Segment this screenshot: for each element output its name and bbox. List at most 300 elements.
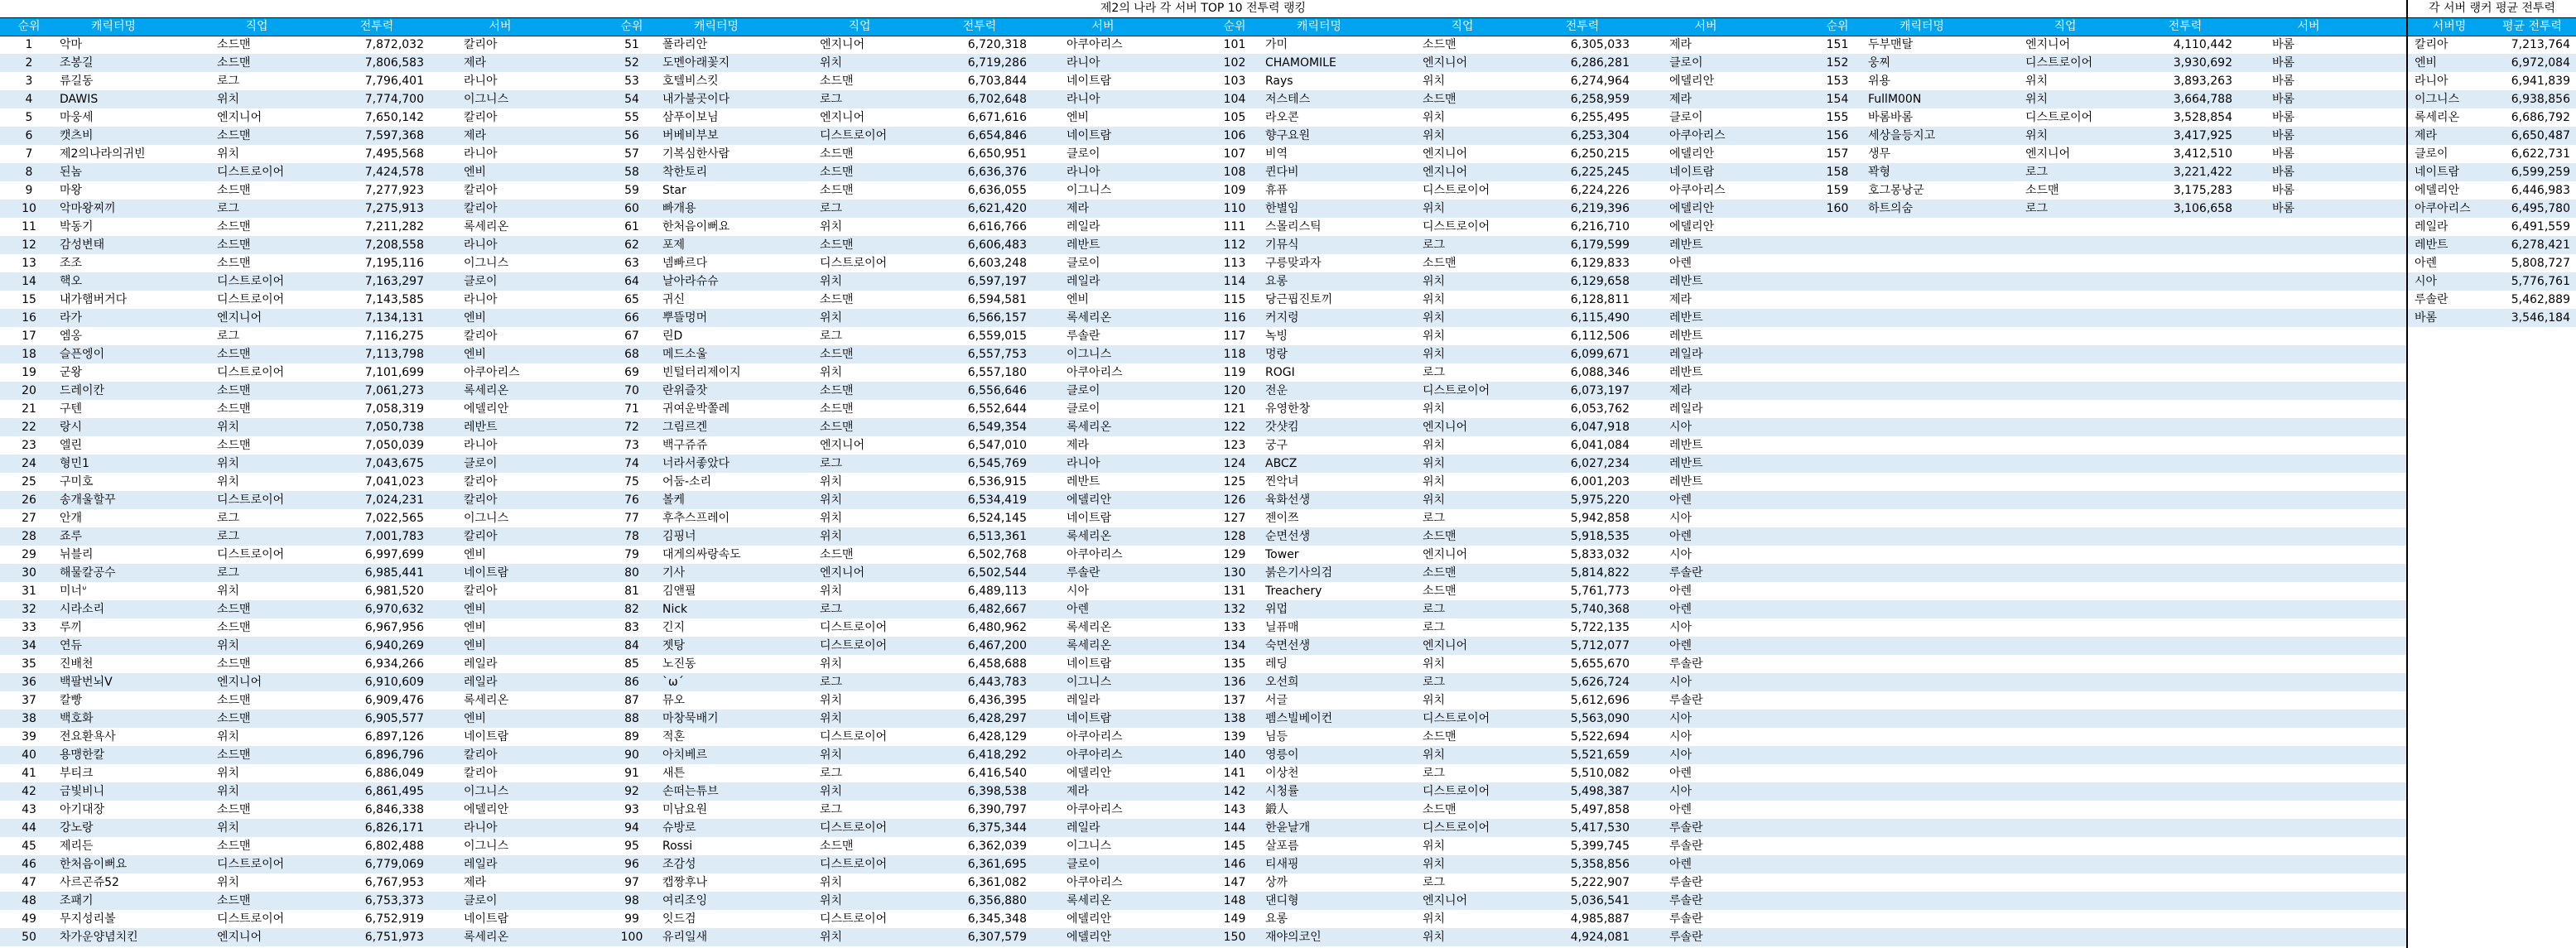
server-cell: 에델리안 (1669, 147, 1715, 161)
name-cell: 노진동 (662, 657, 696, 671)
name-cell: 안개 (60, 512, 83, 525)
server-cell: 레일라 (464, 676, 498, 689)
rank-cell: 58 (624, 166, 639, 179)
name-cell: 백구쥬쥬 (662, 439, 708, 452)
job-cell: 로그 (820, 330, 843, 343)
rank-cell: 102 (1223, 56, 1246, 70)
name-cell: 뮤오 (662, 694, 686, 707)
server-cell: 시아 (1669, 748, 1692, 762)
name-cell: `ω´ (662, 676, 684, 689)
job-cell: 위치 (820, 275, 843, 288)
job-cell: 위치 (1423, 475, 1446, 488)
rank-cell: 13 (22, 257, 36, 270)
name-cell: 대게의싸랑속도 (662, 548, 741, 561)
job-cell: 소드맨 (217, 894, 251, 907)
header-rank: 순위 (620, 20, 643, 33)
rank-cell: 55 (624, 111, 639, 124)
server-cell: 라니아 (1067, 166, 1100, 179)
summary-empty-row (2408, 400, 2576, 418)
power-cell: 7,872,032 (364, 38, 424, 51)
job-cell: 엔지니어 (217, 676, 262, 689)
name-cell: 내가불곳이다 (662, 93, 730, 106)
job-cell: 로그 (1423, 767, 1446, 780)
server-cell: 바롬 (2272, 93, 2295, 106)
power-cell: 6,115,490 (1570, 311, 1630, 325)
power-cell: 6,650,951 (967, 147, 1027, 161)
name-cell: 구미호 (60, 475, 94, 488)
power-cell: 7,495,568 (364, 147, 424, 161)
name-cell: 아치베르 (662, 748, 708, 762)
job-cell: 엔지니어 (820, 38, 865, 51)
name-cell: 칼빵 (60, 694, 83, 707)
server-cell: 시아 (1669, 712, 1692, 725)
name-cell: 린D (662, 330, 683, 343)
server-cell: 시아 (1669, 512, 1692, 525)
job-cell: 로그 (2025, 202, 2049, 215)
summary-empty-row (2408, 527, 2576, 546)
rank-cell: 99 (624, 912, 639, 926)
power-cell: 6,846,338 (364, 803, 424, 816)
rank-cell: 73 (624, 439, 639, 452)
job-cell: 소드맨 (217, 38, 251, 51)
rank-cell: 147 (1223, 876, 1246, 889)
rank-cell: 8 (25, 166, 33, 179)
rank-cell: 78 (624, 530, 639, 543)
rank-cell: 49 (22, 912, 36, 926)
name-cell: 연듀 (60, 639, 83, 652)
server-cell: 엔비 (464, 603, 487, 616)
server-cell: 엔비 (464, 548, 487, 561)
summary-empty-row (2408, 855, 2576, 873)
summary-avg-cell: 6,491,559 (2511, 220, 2570, 233)
job-cell: 위치 (820, 493, 843, 507)
power-cell: 7,061,273 (364, 384, 424, 397)
summary-row (2408, 236, 2576, 254)
power-cell: 7,277,923 (364, 184, 424, 197)
summary-server-cell: 레반트 (2415, 238, 2448, 252)
rank-cell: 47 (22, 876, 36, 889)
server-cell: 아렌 (1669, 803, 1692, 816)
server-cell: 아렌 (1669, 585, 1692, 598)
summary-row (2408, 181, 2576, 200)
name-cell: 버베비부보 (662, 129, 719, 142)
rank-cell: 91 (624, 767, 639, 780)
power-cell: 6,362,039 (967, 840, 1027, 853)
power-cell: 5,722,135 (1570, 621, 1630, 634)
job-cell: 소드맨 (217, 621, 251, 634)
server-cell: 라니아 (1067, 56, 1100, 70)
power-cell: 6,702,648 (967, 93, 1027, 106)
job-cell: 로그 (1423, 876, 1446, 889)
server-cell: 이그니스 (1067, 184, 1112, 197)
server-cell: 이그니스 (464, 785, 509, 798)
server-cell: 네이트람 (1067, 75, 1112, 88)
name-cell: 진배천 (60, 657, 94, 671)
rank-cell: 86 (624, 676, 639, 689)
job-cell: 디스트로이어 (820, 129, 888, 142)
server-cell: 레반트 (1067, 238, 1100, 252)
power-cell: 6,458,688 (967, 657, 1027, 671)
rank-cell: 159 (1826, 184, 1849, 197)
server-cell: 아렌 (1669, 530, 1692, 543)
rank-cell: 131 (1223, 585, 1246, 598)
table-row (0, 382, 2406, 400)
name-cell: 넴빠르다 (662, 257, 708, 270)
summary-empty-row (2408, 546, 2576, 564)
power-cell: 7,208,558 (364, 238, 424, 252)
server-cell: 시아 (1669, 730, 1692, 743)
server-cell: 록세리온 (464, 931, 509, 944)
summary-avg-cell: 6,941,839 (2511, 75, 2570, 88)
table-row (0, 746, 2406, 764)
server-cell: 네이트람 (464, 566, 509, 580)
job-cell: 로그 (1423, 512, 1446, 525)
power-cell: 5,761,773 (1570, 585, 1630, 598)
server-cell: 네이트람 (464, 730, 509, 743)
job-cell: 로그 (820, 803, 843, 816)
server-cell: 칼리아 (464, 475, 498, 488)
name-cell: 포제 (662, 238, 686, 252)
job-cell: 위치 (1423, 402, 1446, 416)
rank-cell: 105 (1223, 111, 1246, 124)
power-cell: 3,893,263 (2173, 75, 2232, 88)
power-cell: 6,436,395 (967, 694, 1027, 707)
server-cell: 루솔란 (1669, 894, 1703, 907)
server-cell: 클로이 (1669, 56, 1703, 70)
rank-cell: 74 (624, 457, 639, 470)
summary-empty-row (2408, 819, 2576, 837)
header-job: 직업 (2054, 20, 2077, 33)
table-row (0, 473, 2406, 491)
server-cell: 칼리아 (464, 585, 498, 598)
server-cell: 칼리아 (464, 330, 498, 343)
job-cell: 위치 (820, 785, 843, 798)
rank-cell: 33 (22, 621, 36, 634)
server-cell: 레반트 (1669, 475, 1703, 488)
name-cell: 한윤날개 (1265, 821, 1311, 835)
server-cell: 레반트 (464, 421, 498, 434)
power-cell: 7,806,583 (364, 56, 424, 70)
rank-cell: 92 (624, 785, 639, 798)
job-cell: 엔지니어 (1423, 639, 1468, 652)
server-cell: 루솔란 (1669, 876, 1703, 889)
rank-cell: 45 (22, 840, 36, 853)
power-cell: 6,896,796 (364, 748, 424, 762)
server-cell: 엔비 (1067, 111, 1090, 124)
rank-cell: 70 (624, 384, 639, 397)
header-rank: 순위 (17, 20, 41, 33)
name-cell: 서글 (1265, 694, 1288, 707)
name-cell: 제리든 (60, 840, 94, 853)
job-cell: 위치 (1423, 111, 1446, 124)
server-cell: 바롬 (2272, 56, 2295, 70)
table-row (0, 90, 2406, 108)
table-row (0, 673, 2406, 691)
rank-cell: 23 (22, 439, 36, 452)
name-cell: 폴라리안 (662, 38, 708, 51)
power-cell: 6,390,797 (967, 803, 1027, 816)
power-cell: 7,211,282 (364, 220, 424, 233)
summary-server-cell: 에델리안 (2415, 184, 2460, 197)
table-row (0, 127, 2406, 145)
power-cell: 6,997,699 (364, 548, 424, 561)
server-cell: 이그니스 (1067, 348, 1112, 361)
server-cell: 이그니스 (464, 512, 509, 525)
summary-row (2408, 309, 2576, 327)
summary-empty-row (2408, 327, 2576, 345)
rank-cell: 21 (22, 402, 36, 416)
power-cell: 7,001,783 (364, 530, 424, 543)
power-cell: 7,163,297 (364, 275, 424, 288)
rank-cell: 94 (624, 821, 639, 835)
job-cell: 위치 (1423, 912, 1446, 926)
server-cell: 엔비 (464, 712, 487, 725)
power-cell: 4,110,442 (2173, 38, 2232, 51)
job-cell: 소드맨 (1423, 730, 1457, 743)
header-server: 서버 (2297, 20, 2320, 33)
server-cell: 록세리온 (1067, 639, 1112, 652)
summary-avg-cell: 5,776,761 (2511, 275, 2570, 288)
name-cell: 이상천 (1265, 767, 1299, 780)
job-cell: 소드맨 (820, 166, 854, 179)
server-cell: 아렌 (1669, 257, 1692, 270)
name-cell: 송개울할꾸 (60, 493, 116, 507)
power-cell: 3,175,283 (2173, 184, 2232, 197)
power-cell: 6,112,506 (1570, 330, 1630, 343)
server-cell: 레일라 (1669, 402, 1703, 416)
power-cell: 5,498,387 (1570, 785, 1630, 798)
power-cell: 6,361,695 (967, 858, 1027, 871)
rank-cell: 51 (624, 38, 639, 51)
rank-cell: 151 (1826, 38, 1849, 51)
rank-cell: 89 (624, 730, 639, 743)
job-cell: 디스트로이어 (2025, 56, 2093, 70)
server-cell: 제라 (464, 56, 487, 70)
rank-cell: 157 (1826, 147, 1849, 161)
job-cell: 소드맨 (217, 348, 251, 361)
server-cell: 레반트 (1669, 457, 1703, 470)
power-cell: 6,418,292 (967, 748, 1027, 762)
power-cell: 5,497,858 (1570, 803, 1630, 816)
job-cell: 소드맨 (820, 840, 854, 853)
name-cell: 군왕 (60, 366, 83, 379)
job-cell: 디스트로이어 (217, 548, 285, 561)
power-cell: 6,557,753 (967, 348, 1027, 361)
power-cell: 5,563,090 (1570, 712, 1630, 725)
rank-cell: 95 (624, 840, 639, 853)
header-summary-server: 서버명 (2432, 20, 2467, 33)
server-cell: 아렌 (1067, 603, 1090, 616)
name-cell: 너라서좋았다 (662, 457, 730, 470)
rank-cell: 42 (22, 785, 36, 798)
server-average-table (2408, 36, 2576, 946)
name-cell: 어둠-소리 (662, 475, 712, 488)
rank-cell: 17 (22, 330, 36, 343)
name-cell: 님등 (1265, 730, 1288, 743)
job-cell: 위치 (1423, 694, 1446, 707)
power-cell: 6,594,581 (967, 293, 1027, 306)
ranking-table (0, 36, 2406, 946)
summary-row (2408, 272, 2576, 291)
job-cell: 로그 (820, 676, 843, 689)
server-cell: 레일라 (464, 858, 498, 871)
name-cell: 손떠는튜브 (662, 785, 719, 798)
server-cell: 시아 (1067, 585, 1090, 598)
power-cell: 6,934,266 (364, 657, 424, 671)
job-cell: 디스트로이어 (217, 166, 285, 179)
server-cell: 라니아 (464, 293, 498, 306)
name-cell: 잇드검 (662, 912, 696, 926)
rank-cell: 37 (22, 694, 36, 707)
server-cell: 레반트 (1669, 439, 1703, 452)
rank-cell: 48 (22, 894, 36, 907)
job-cell: 디스트로이어 (1423, 785, 1490, 798)
rank-cell: 65 (624, 293, 639, 306)
name-cell: 유영한창 (1265, 402, 1311, 416)
rank-cell: 160 (1826, 202, 1849, 215)
power-cell: 5,740,368 (1570, 603, 1630, 616)
power-cell: 6,129,833 (1570, 257, 1630, 270)
rank-cell: 79 (624, 548, 639, 561)
power-cell: 7,774,700 (364, 93, 424, 106)
rank-cell: 82 (624, 603, 639, 616)
rank-cell: 116 (1223, 311, 1246, 325)
power-cell: 6,489,113 (967, 585, 1027, 598)
job-cell: 위치 (820, 694, 843, 707)
power-cell: 6,556,646 (967, 384, 1027, 397)
job-cell: 위치 (1423, 748, 1446, 762)
job-cell: 위치 (217, 821, 240, 835)
rank-cell: 64 (624, 275, 639, 288)
power-cell: 6,886,049 (364, 767, 424, 780)
name-cell: 용맹한칼 (60, 748, 105, 762)
name-cell: 새튼 (662, 767, 686, 780)
job-cell: 엔지니어 (2025, 147, 2071, 161)
summary-empty-row (2408, 618, 2576, 637)
server-cell: 아쿠아리스 (1067, 876, 1123, 889)
rank-cell: 18 (22, 348, 36, 361)
rank-cell: 12 (22, 238, 36, 252)
summary-avg-cell: 7,213,764 (2511, 38, 2570, 51)
rank-cell: 62 (624, 238, 639, 252)
power-cell: 5,222,907 (1570, 876, 1630, 889)
table-row (0, 200, 2406, 218)
summary-avg-cell: 6,278,421 (2511, 238, 2570, 252)
summary-empty-row (2408, 382, 2576, 400)
power-cell: 6,802,488 (364, 840, 424, 853)
name-cell: 캣츠비 (60, 129, 94, 142)
summary-row (2408, 163, 2576, 181)
power-cell: 6,480,962 (967, 621, 1027, 634)
job-cell: 디스트로이어 (1423, 184, 1490, 197)
job-cell: 위치 (1423, 75, 1446, 88)
name-cell: 김앤필 (662, 585, 696, 598)
server-cell: 레일라 (1669, 348, 1703, 361)
server-cell: 칼리아 (464, 530, 498, 543)
job-cell: 엔지니어 (820, 111, 865, 124)
rank-cell: 140 (1223, 748, 1246, 762)
rank-cell: 4 (25, 93, 33, 106)
name-cell: Star (662, 184, 686, 197)
name-cell: 위용 (1868, 75, 1891, 88)
server-cell: 시아 (1669, 548, 1692, 561)
name-cell: 아기대장 (60, 803, 105, 816)
job-cell: 엔지니어 (1423, 421, 1468, 434)
name-cell: 시청률 (1265, 785, 1299, 798)
summary-avg-cell: 5,462,889 (2511, 293, 2570, 306)
power-cell: 6,053,762 (1570, 402, 1630, 416)
power-cell: 6,219,396 (1570, 202, 1630, 215)
job-cell: 위치 (820, 512, 843, 525)
name-cell: 마창묵배기 (662, 712, 719, 725)
rank-cell: 60 (624, 202, 639, 215)
summary-empty-row (2408, 582, 2576, 600)
server-cell: 시아 (1669, 676, 1692, 689)
name-cell: 적혼 (662, 730, 686, 743)
rank-cell: 16 (22, 311, 36, 325)
server-cell: 에델리안 (1669, 202, 1715, 215)
rank-cell: 67 (624, 330, 639, 343)
job-cell: 소드맨 (1423, 257, 1457, 270)
name-cell: 웅찌 (1868, 56, 1891, 70)
job-cell: 위치 (217, 147, 240, 161)
summary-row (2408, 54, 2576, 72)
name-cell: 영릉이 (1265, 748, 1299, 762)
name-cell: 해물칼공수 (60, 566, 116, 580)
server-cell: 루솔란 (1669, 566, 1703, 580)
table-row (0, 837, 2406, 855)
power-cell: 6,545,769 (967, 457, 1027, 470)
power-cell: 6,416,540 (967, 767, 1027, 780)
server-cell: 네이트람 (1067, 712, 1112, 725)
server-cell: 클로이 (1067, 858, 1100, 871)
job-cell: 소드맨 (1423, 38, 1457, 51)
job-cell: 소드맨 (217, 840, 251, 853)
power-cell: 5,712,077 (1570, 639, 1630, 652)
job-cell: 로그 (1423, 621, 1446, 634)
power-cell: 6,224,226 (1570, 184, 1630, 197)
power-cell: 7,116,275 (364, 330, 424, 343)
job-cell: 소드맨 (217, 603, 251, 616)
name-cell: 가미 (1265, 38, 1288, 51)
server-cell: 레반트 (1669, 275, 1703, 288)
name-cell: 도멘아래꽃지 (662, 56, 730, 70)
power-cell: 3,930,692 (2173, 56, 2232, 70)
rank-cell: 54 (624, 93, 639, 106)
table-row (0, 691, 2406, 710)
job-cell: 위치 (217, 639, 240, 652)
table-row (0, 72, 2406, 90)
header-name: 캐릭터명 (1899, 20, 1945, 33)
ranking-title: 제2의 나라 각 서버 TOP 10 전투력 랭킹 (0, 0, 2406, 18)
name-cell: 드레이칸 (60, 384, 105, 397)
name-cell: 커지렁 (1265, 311, 1299, 325)
server-cell: 바롬 (2272, 184, 2295, 197)
job-cell: 로그 (217, 202, 240, 215)
table-row (0, 236, 2406, 254)
server-cell: 루솔란 (1669, 821, 1703, 835)
server-cell: 루솔란 (1669, 912, 1703, 926)
header-job: 직업 (1451, 20, 1474, 33)
rank-cell: 69 (624, 366, 639, 379)
power-cell: 5,626,724 (1570, 676, 1630, 689)
summary-empty-row (2408, 801, 2576, 819)
summary-server-cell: 클로이 (2415, 147, 2448, 161)
name-cell: 티새핑 (1265, 858, 1299, 871)
job-cell: 위치 (217, 475, 240, 488)
table-row (0, 564, 2406, 582)
summary-empty-row (2408, 764, 2576, 782)
